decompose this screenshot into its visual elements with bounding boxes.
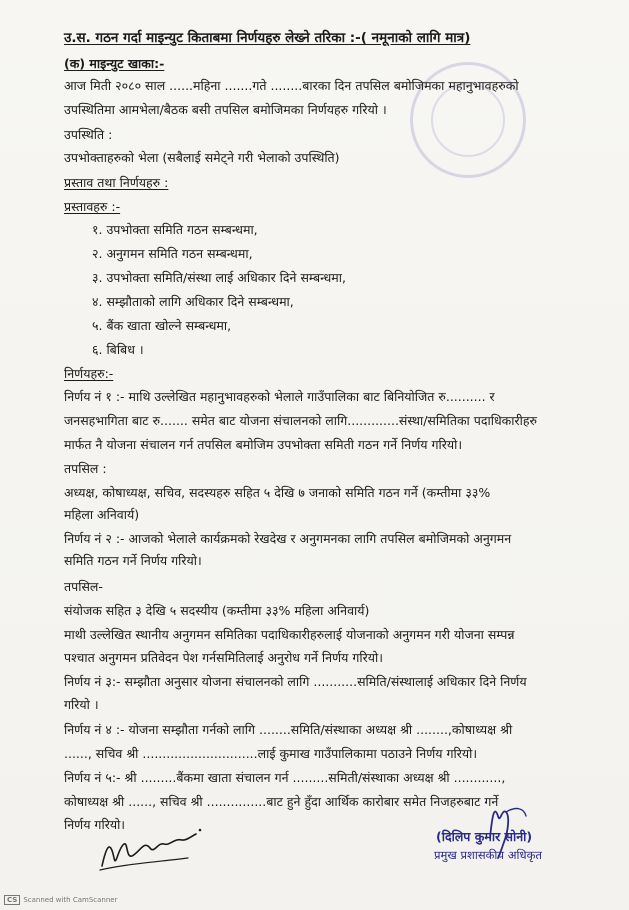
details-2-line-3: पश्चात अनुगमन प्रतिवेदन पेश गर्नसमितिलाई अनुरोध गर्ने निर्णय गरियो। [64,650,383,665]
details-2-label: तपसिल- [64,579,103,594]
details-2-line-2: माथी उल्लेखित स्थानीय अनुगमन समितिका पदाधिकारीहरुलाई योजनाको अनुगमन गरी योजना सम्पन्न [64,627,515,642]
stamp-title: प्रमुख प्रशासकीय अधिकृत [434,848,542,862]
document-title: उ.स. गठन गर्दा माइन्युट किताबमा निर्णयहरु लेख्ने तरिका :-( नमूनाको लागि मात्र) [64,30,471,46]
officer-stamp-signature [430,798,580,872]
proposal-item: ३. उपभोक्ता समिति/संस्था लाई अधिकार दिने सम्बन्धमा, [92,270,346,285]
proposals-heading: प्रस्तावहरु :- [64,199,121,214]
details-1-line-2: महिला अनिवार्य) [64,507,140,522]
handwritten-signature-icon [96,818,206,878]
decisions-heading: निर्णयहरु:- [64,366,114,381]
decision-1-line-1: निर्णय नं १ :- माथि उल्लेखित महानुभावहरुको भेलाले गाउँपालिका बाट बिनियोजित रु.......... र [64,389,495,404]
proposal-item: २. अनुगमन समिति गठन सम्बन्धमा, [92,246,253,261]
decision-5-line-2: कोषाध्यक्ष श्री ......, सचिव श्री ...............बाट हुने हुँदा आर्थिक कारोबार समेत निजहरुबाट गर्ने [64,794,499,809]
decision-4-line-1: निर्णय नं ४ :- योजना सम्झौता गर्नको लागि ........समिति/संस्थाका अध्यक्ष श्री ........,कोषाध्यक्ष श्री [64,722,513,737]
proposal-item: १. उपभोक्ता समिति गठन सम्बन्धमा, [92,222,258,237]
details-1-label: तपसिल : [64,461,107,476]
proposal-item: ४. सम्झौताको लागि अधिकार दिने सम्बन्धमा, [92,294,294,309]
details-2-line-1: संयोजक सहित ३ देखि ५ सदस्यीय (कम्तीमा ३३% महिला अनिवार्य) [64,603,370,618]
decision-3-line-2: गरियो । [64,697,99,712]
attendance-text: उपभोक्ताहरुको भेला (सबैलाई समेट्ने गरी भेलाको उपस्थिति) [64,150,340,165]
camscanner-badge-icon: CS [4,895,20,905]
proposal-item: ५. बैंक खाता खोल्ने सम्बन्धमा, [92,318,232,333]
decision-5-line-3: निर्णय गरियो। [64,817,126,832]
intro-line-2: उपस्थितिमा आमभेला/बैठक बसी तपसिल बमोजिमका निर्णयहरु गरियो । [64,102,387,117]
details-1-line-1: अध्यक्ष, कोषाध्यक्ष, सचिव, सदस्यहरु सहित ५ देखि ७ जनाको समिति गठन गर्ने (कम्तीमा ३३% [64,485,491,500]
decision-2-line-1: निर्णय नं २ :- आजको भेलाले कार्यक्रमको रेखदेख र अनुगमनका लागि तपसिल बमोजिमको अनुगमन [64,531,512,546]
decision-1-line-3: मार्फत नै योजना संचालन गर्न तपसिल बमोजिम उपभोक्ता समिती गठन गर्ने निर्णय गरियो। [64,437,463,452]
left-signature [96,818,206,882]
intro-line-1: आज मिती २०८० साल ......महिना .......गते ........बारका दिन तपसिल बमोजिमका महानुभावहरुको [64,78,519,93]
decision-1-line-2: जनसहभागिता बाट रु....... समेत बाट योजना संचालनको लागि.............संस्था/समितिका पदाधिकारीहरु [64,413,537,428]
section-a-heading: (क) माइन्युट खाका:- [64,56,165,71]
proposal-item: ६. बिबिध । [92,342,144,357]
attendance-label: उपस्थिति : [64,127,113,142]
scanner-text: Scanned with CamScanner [23,896,118,904]
decision-5-line-1: निर्णय नं ५:- श्री .........बैंकमा खाता संचालन गर्न .........समिती/संस्थाका अध्यक्ष श्री ............, [64,770,506,785]
decision-4-line-2: ......, सचिव श्री .............................लाई कुमाख गाउँपालिकामा पठाउने निर्णय गरियो। [64,746,478,761]
scanner-watermark [4,895,117,905]
proposal-decision-heading: प्रस्ताव तथा निर्णयहरु : [64,175,169,190]
decision-3-line-1: निर्णय नं ३:- सम्झौता अनुसार योजना संचालनको लागि ...........समिति/संस्थालाई अधिकार दिने निर्णय [64,674,527,689]
decision-2-line-2: समिति गठन गर्ने निर्णय गरियो। [64,553,202,568]
stamp-name: (दिलिप कुमार सोनी) [436,829,533,844]
